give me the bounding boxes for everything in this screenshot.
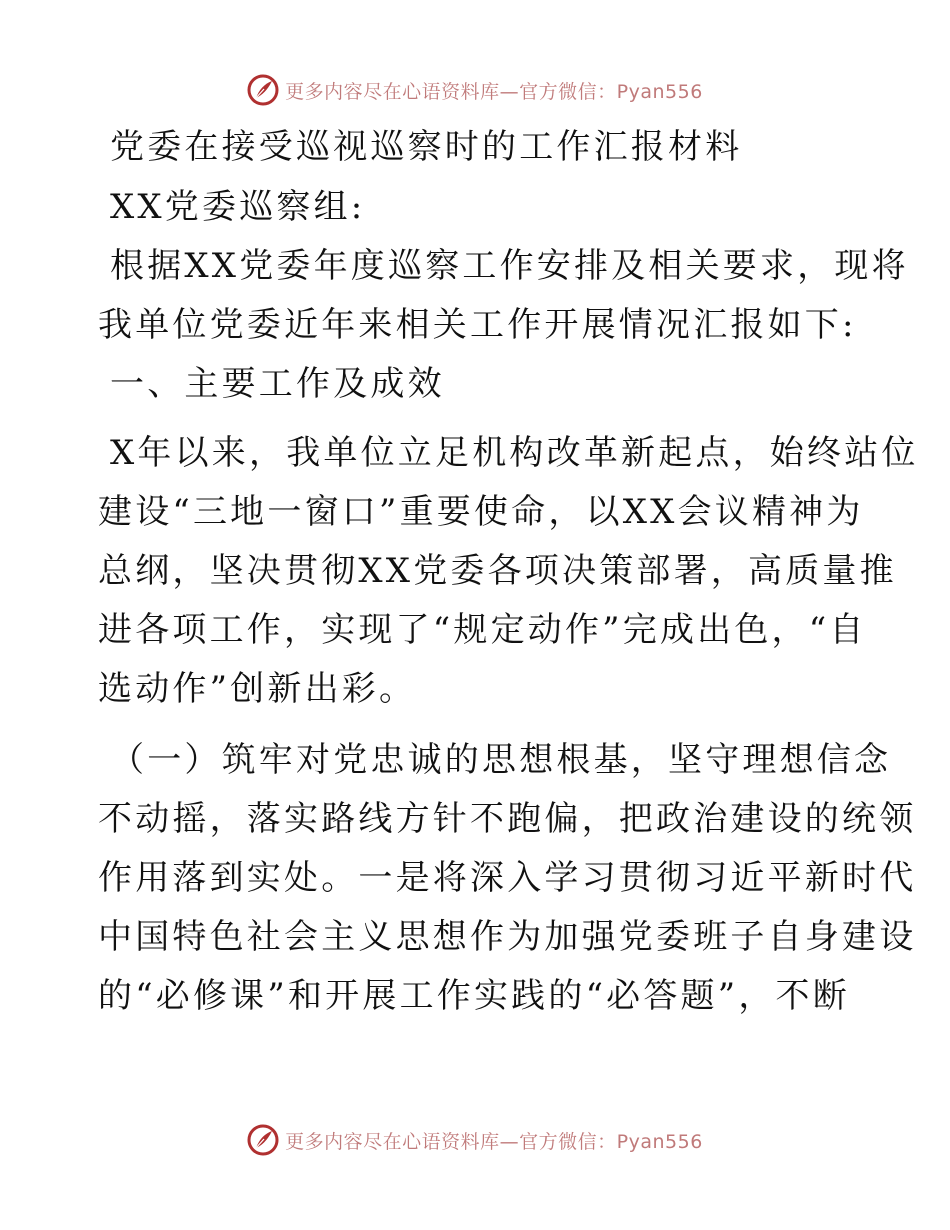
paragraph-line: 总纲，坚决贯彻XX党委各项决策部署，高质量推 xyxy=(98,551,897,591)
paragraph-line: 的“必修课”和开展工作实践的“必答题”，不断 xyxy=(98,976,850,1016)
paragraph-line: 不动摇，落实路线方针不跑偏，把政治建设的统领 xyxy=(98,799,917,839)
paragraph-line: X年以来，我单位立足机构改革新起点，始终站位 xyxy=(110,433,919,473)
watermark-header xyxy=(0,72,950,108)
feather-pen-logo-icon xyxy=(247,1124,279,1156)
watermark-text: 更多内容尽在心语资料库—官方微信：Pyan556 xyxy=(285,80,703,103)
section-heading-text: 一、主要工作及成效 xyxy=(110,364,445,404)
feather-pen-logo-icon xyxy=(247,74,279,106)
paragraph-intro xyxy=(98,237,909,355)
paragraph-line: 我单位党委近年来相关工作开展情况汇报如下: xyxy=(98,305,857,345)
paragraph-line: 根据XX党委年度巡察工作安排及相关要求，现将 xyxy=(110,246,909,286)
watermark-footer xyxy=(0,1122,950,1158)
salutation: XX党委巡察组: xyxy=(110,187,366,227)
paragraph-line: 中国特色社会主义思想作为加强党委班子自身建设 xyxy=(98,917,917,957)
watermark-text: 更多内容尽在心语资料库—官方微信：Pyan556 xyxy=(285,1130,703,1153)
document-title: 党委在接受巡视巡察时的工作汇报材料 xyxy=(110,127,743,167)
paragraph-line: 选动作”创新出彩。 xyxy=(98,669,417,709)
paragraph-line: 作用落到实处。一是将深入学习贯彻习近平新时代 xyxy=(98,858,917,898)
paragraph-line: 进各项工作，实现了“规定动作”完成出色，“自 xyxy=(98,610,867,650)
paragraph-subsection-1 xyxy=(98,731,917,1026)
paragraph-line: 建设“三地一窗口”重要使命，以XX会议精神为 xyxy=(98,492,864,532)
document-body xyxy=(98,118,919,1026)
section-heading xyxy=(98,355,852,414)
paragraph-achievements xyxy=(98,424,919,719)
paragraph-line: （一）筑牢对党忠诚的思想根基，坚守理想信念 xyxy=(110,740,892,780)
